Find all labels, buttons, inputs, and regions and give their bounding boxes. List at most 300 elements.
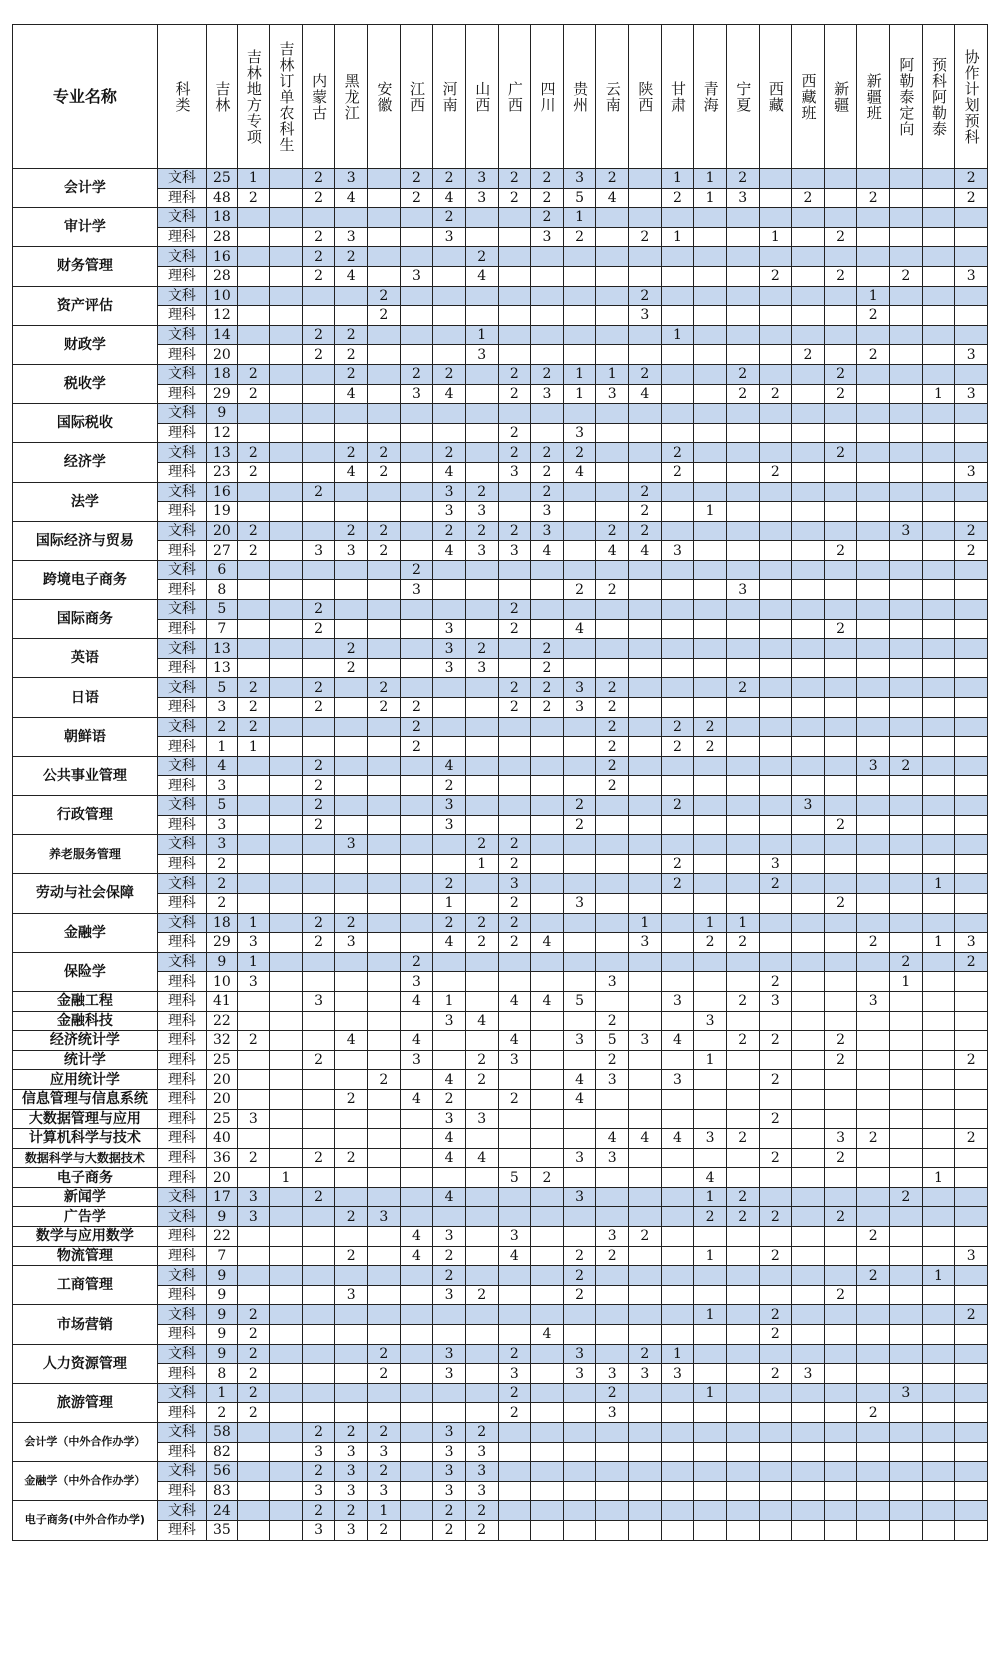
column-header-16: 甘肃 bbox=[661, 25, 694, 169]
quota-cell bbox=[694, 247, 727, 267]
quota-cell bbox=[237, 1089, 270, 1109]
subject-type-cell: 文科 bbox=[157, 1187, 207, 1207]
quota-cell: 2 bbox=[498, 188, 531, 208]
quota-cell bbox=[694, 1403, 727, 1423]
quota-cell bbox=[465, 756, 498, 776]
quota-cell: 2 bbox=[759, 1364, 792, 1384]
quota-cell bbox=[368, 639, 401, 659]
quota-cell: 4 bbox=[433, 933, 466, 953]
table-row bbox=[13, 266, 988, 286]
quota-cell bbox=[694, 639, 727, 659]
quota-cell bbox=[563, 1227, 596, 1247]
quota-cell bbox=[857, 1481, 890, 1501]
quota-cell: 2 bbox=[465, 1070, 498, 1090]
quota-cell bbox=[857, 1383, 890, 1403]
quota-cell: 2 bbox=[531, 208, 564, 228]
quota-cell bbox=[890, 286, 923, 306]
quota-cell: 3 bbox=[726, 188, 759, 208]
quota-cell bbox=[661, 286, 694, 306]
quota-cell bbox=[694, 1227, 727, 1247]
quota-cell bbox=[498, 1423, 531, 1443]
quota-cell bbox=[694, 1109, 727, 1129]
quota-cell: 48 bbox=[207, 188, 237, 208]
subject-type-cell: 理科 bbox=[157, 1148, 207, 1168]
quota-cell: 2 bbox=[237, 541, 270, 561]
quota-cell bbox=[531, 1089, 564, 1109]
quota-cell: 4 bbox=[465, 1148, 498, 1168]
quota-cell bbox=[368, 874, 401, 894]
table-row bbox=[13, 462, 988, 482]
quota-cell: 2 bbox=[661, 854, 694, 874]
table-row bbox=[13, 286, 988, 306]
quota-cell bbox=[792, 1109, 825, 1129]
quota-cell bbox=[726, 325, 759, 345]
quota-cell: 2 bbox=[237, 1344, 270, 1364]
quota-cell bbox=[563, 1109, 596, 1129]
subject-type-cell: 文科 bbox=[157, 325, 207, 345]
quota-cell bbox=[433, 698, 466, 718]
quota-cell bbox=[955, 247, 988, 267]
quota-cell bbox=[922, 1305, 955, 1325]
quota-cell bbox=[694, 1344, 727, 1364]
quota-cell bbox=[270, 247, 303, 267]
quota-cell bbox=[857, 952, 890, 972]
quota-cell bbox=[824, 1246, 857, 1266]
quota-cell bbox=[629, 1285, 662, 1305]
quota-cell bbox=[335, 1109, 368, 1129]
quota-cell: 4 bbox=[498, 991, 531, 1011]
quota-cell: 2 bbox=[237, 698, 270, 718]
quota-cell bbox=[759, 1285, 792, 1305]
quota-cell bbox=[563, 1501, 596, 1521]
quota-cell: 2 bbox=[465, 639, 498, 659]
table-row bbox=[13, 1462, 988, 1482]
quota-cell: 3 bbox=[433, 658, 466, 678]
quota-cell bbox=[563, 1520, 596, 1540]
subject-type-cell: 文科 bbox=[157, 286, 207, 306]
table-row bbox=[13, 1129, 988, 1149]
quota-cell: 2 bbox=[498, 678, 531, 698]
quota-cell bbox=[400, 658, 433, 678]
quota-cell bbox=[694, 384, 727, 404]
quota-cell bbox=[759, 423, 792, 443]
quota-cell bbox=[563, 756, 596, 776]
quota-cell bbox=[368, 1031, 401, 1051]
quota-cell bbox=[661, 698, 694, 718]
quota-cell bbox=[400, 1501, 433, 1521]
quota-cell bbox=[563, 1129, 596, 1149]
quota-cell bbox=[368, 600, 401, 620]
quota-cell bbox=[824, 1070, 857, 1090]
quota-cell bbox=[270, 364, 303, 384]
quota-cell bbox=[596, 502, 629, 522]
quota-cell bbox=[237, 639, 270, 659]
quota-cell: 2 bbox=[368, 462, 401, 482]
quota-cell bbox=[302, 717, 335, 737]
quota-cell bbox=[792, 1011, 825, 1031]
quota-cell bbox=[302, 1364, 335, 1384]
quota-cell bbox=[563, 1207, 596, 1227]
quota-cell: 2 bbox=[302, 913, 335, 933]
quota-cell bbox=[563, 247, 596, 267]
quota-cell bbox=[759, 502, 792, 522]
quota-cell bbox=[596, 952, 629, 972]
quota-cell bbox=[531, 1227, 564, 1247]
quota-cell: 4 bbox=[465, 1011, 498, 1031]
quota-cell bbox=[792, 462, 825, 482]
quota-cell: 13 bbox=[207, 443, 237, 463]
major-name: 国际税收 bbox=[13, 404, 158, 443]
quota-cell bbox=[922, 560, 955, 580]
quota-cell bbox=[237, 580, 270, 600]
quota-cell bbox=[955, 1168, 988, 1188]
quota-cell bbox=[922, 306, 955, 326]
quota-cell: 82 bbox=[207, 1442, 237, 1462]
quota-cell bbox=[400, 913, 433, 933]
quota-cell: 18 bbox=[207, 208, 237, 228]
quota-cell bbox=[922, 600, 955, 620]
quota-cell bbox=[629, 972, 662, 992]
quota-cell bbox=[596, 796, 629, 816]
quota-cell: 1 bbox=[596, 364, 629, 384]
quota-cell bbox=[824, 580, 857, 600]
quota-cell bbox=[237, 1462, 270, 1482]
quota-cell bbox=[237, 658, 270, 678]
quota-cell: 2 bbox=[498, 384, 531, 404]
quota-cell bbox=[629, 815, 662, 835]
quota-cell bbox=[270, 502, 303, 522]
subject-type-cell: 理科 bbox=[157, 1031, 207, 1051]
quota-cell bbox=[531, 952, 564, 972]
column-header-17: 青海 bbox=[694, 25, 727, 169]
subject-type-cell: 文科 bbox=[157, 1383, 207, 1403]
major-name: 金融学（中外合作办学） bbox=[13, 1462, 158, 1501]
quota-cell bbox=[433, 600, 466, 620]
quota-cell: 2 bbox=[726, 1187, 759, 1207]
table-row bbox=[13, 325, 988, 345]
quota-cell bbox=[857, 423, 890, 443]
quota-cell bbox=[922, 443, 955, 463]
quota-cell bbox=[531, 1462, 564, 1482]
quota-cell bbox=[726, 874, 759, 894]
quota-cell bbox=[433, 1403, 466, 1423]
major-name: 朝鲜语 bbox=[13, 717, 158, 756]
quota-cell: 2 bbox=[433, 1089, 466, 1109]
quota-cell bbox=[792, 1246, 825, 1266]
quota-cell bbox=[694, 521, 727, 541]
quota-cell: 3 bbox=[335, 1285, 368, 1305]
quota-cell bbox=[661, 913, 694, 933]
quota-cell bbox=[531, 1109, 564, 1129]
quota-cell bbox=[563, 1011, 596, 1031]
quota-cell: 2 bbox=[400, 698, 433, 718]
quota-cell: 2 bbox=[368, 1070, 401, 1090]
quota-cell bbox=[498, 227, 531, 247]
quota-cell bbox=[596, 325, 629, 345]
quota-cell: 28 bbox=[207, 266, 237, 286]
quota-cell bbox=[531, 1442, 564, 1462]
quota-cell: 3 bbox=[498, 1050, 531, 1070]
quota-cell bbox=[661, 815, 694, 835]
quota-cell bbox=[922, 247, 955, 267]
column-header-23: 阿勒泰定向 bbox=[890, 25, 923, 169]
quota-cell: 2 bbox=[368, 541, 401, 561]
quota-cell bbox=[465, 815, 498, 835]
quota-cell bbox=[857, 678, 890, 698]
quota-cell bbox=[661, 1050, 694, 1070]
quota-cell: 41 bbox=[207, 991, 237, 1011]
quota-cell: 1 bbox=[694, 502, 727, 522]
major-name: 日语 bbox=[13, 678, 158, 717]
quota-cell bbox=[824, 502, 857, 522]
major-name: 保险学 bbox=[13, 952, 158, 991]
quota-cell bbox=[629, 874, 662, 894]
quota-cell bbox=[498, 1520, 531, 1540]
quota-cell: 9 bbox=[207, 1344, 237, 1364]
quota-cell bbox=[922, 1325, 955, 1345]
quota-cell: 18 bbox=[207, 913, 237, 933]
quota-cell bbox=[661, 1481, 694, 1501]
quota-cell bbox=[890, 1481, 923, 1501]
quota-cell: 5 bbox=[207, 600, 237, 620]
quota-cell: 3 bbox=[498, 541, 531, 561]
quota-cell bbox=[759, 1501, 792, 1521]
quota-cell: 2 bbox=[498, 1403, 531, 1423]
quota-cell bbox=[792, 1442, 825, 1462]
quota-cell: 1 bbox=[890, 972, 923, 992]
quota-cell: 2 bbox=[498, 698, 531, 718]
quota-cell bbox=[922, 1285, 955, 1305]
quota-cell bbox=[694, 345, 727, 365]
quota-cell bbox=[694, 443, 727, 463]
table-row bbox=[13, 678, 988, 698]
quota-cell bbox=[596, 1168, 629, 1188]
header-row bbox=[13, 25, 988, 169]
quota-cell bbox=[824, 1109, 857, 1129]
quota-cell bbox=[792, 1383, 825, 1403]
quota-cell bbox=[792, 560, 825, 580]
quota-cell: 1 bbox=[465, 854, 498, 874]
quota-cell bbox=[465, 972, 498, 992]
subject-type-cell: 理科 bbox=[157, 1285, 207, 1305]
quota-cell: 2 bbox=[759, 462, 792, 482]
column-header-9: 河南 bbox=[433, 25, 466, 169]
quota-cell: 3 bbox=[302, 1520, 335, 1540]
table-body bbox=[13, 169, 988, 1541]
subject-type-cell: 理科 bbox=[157, 306, 207, 326]
quota-cell bbox=[792, 580, 825, 600]
quota-cell bbox=[335, 815, 368, 835]
quota-cell bbox=[465, 991, 498, 1011]
quota-cell: 4 bbox=[596, 188, 629, 208]
quota-cell: 1 bbox=[237, 952, 270, 972]
table-row bbox=[13, 384, 988, 404]
quota-cell: 2 bbox=[759, 1305, 792, 1325]
quota-cell bbox=[400, 1442, 433, 1462]
quota-cell bbox=[726, 737, 759, 757]
major-name: 经济统计学 bbox=[13, 1031, 158, 1051]
quota-cell bbox=[955, 1364, 988, 1384]
quota-cell bbox=[270, 913, 303, 933]
enrollment-plan-table bbox=[12, 24, 988, 1541]
quota-cell bbox=[302, 521, 335, 541]
quota-cell bbox=[890, 227, 923, 247]
quota-cell bbox=[498, 1325, 531, 1345]
quota-cell bbox=[694, 619, 727, 639]
quota-cell: 4 bbox=[400, 1246, 433, 1266]
table-row bbox=[13, 737, 988, 757]
quota-cell: 2 bbox=[824, 541, 857, 561]
quota-cell bbox=[922, 698, 955, 718]
quota-cell bbox=[759, 364, 792, 384]
quota-cell bbox=[922, 952, 955, 972]
quota-cell bbox=[237, 227, 270, 247]
quota-cell bbox=[824, 1364, 857, 1384]
table-row bbox=[13, 1442, 988, 1462]
quota-cell bbox=[270, 404, 303, 424]
quota-cell: 1 bbox=[661, 325, 694, 345]
quota-cell bbox=[922, 541, 955, 561]
subject-type-cell: 理科 bbox=[157, 1325, 207, 1345]
quota-cell bbox=[302, 1070, 335, 1090]
quota-cell bbox=[726, 1364, 759, 1384]
quota-cell bbox=[922, 1070, 955, 1090]
quota-cell bbox=[368, 893, 401, 913]
quota-cell bbox=[629, 580, 662, 600]
quota-cell bbox=[890, 462, 923, 482]
quota-cell bbox=[270, 1187, 303, 1207]
quota-cell bbox=[629, 266, 662, 286]
quota-cell bbox=[792, 443, 825, 463]
quota-cell: 3 bbox=[433, 1344, 466, 1364]
quota-cell bbox=[661, 1227, 694, 1247]
quota-cell: 4 bbox=[694, 1168, 727, 1188]
subject-type-cell: 理科 bbox=[157, 1403, 207, 1423]
quota-cell: 12 bbox=[207, 306, 237, 326]
quota-cell bbox=[433, 1031, 466, 1051]
table-row bbox=[13, 835, 988, 855]
quota-cell bbox=[302, 874, 335, 894]
quota-cell bbox=[335, 619, 368, 639]
quota-cell bbox=[237, 1442, 270, 1462]
quota-cell bbox=[694, 1423, 727, 1443]
quota-cell bbox=[629, 1520, 662, 1540]
quota-cell: 2 bbox=[465, 913, 498, 933]
quota-cell bbox=[955, 776, 988, 796]
quota-cell bbox=[270, 1481, 303, 1501]
quota-cell bbox=[792, 639, 825, 659]
quota-cell bbox=[335, 482, 368, 502]
quota-cell bbox=[465, 404, 498, 424]
quota-cell bbox=[335, 600, 368, 620]
quota-cell bbox=[465, 600, 498, 620]
quota-cell bbox=[955, 835, 988, 855]
quota-cell bbox=[531, 796, 564, 816]
quota-cell: 2 bbox=[661, 462, 694, 482]
quota-cell bbox=[661, 835, 694, 855]
quota-cell bbox=[335, 1383, 368, 1403]
quota-cell bbox=[335, 972, 368, 992]
quota-cell: 10 bbox=[207, 286, 237, 306]
major-name: 金融学 bbox=[13, 913, 158, 952]
quota-cell bbox=[531, 325, 564, 345]
quota-cell: 5 bbox=[596, 1031, 629, 1051]
quota-cell: 2 bbox=[335, 521, 368, 541]
quota-cell bbox=[890, 423, 923, 443]
quota-cell bbox=[726, 1423, 759, 1443]
quota-cell: 2 bbox=[563, 1246, 596, 1266]
subject-type-cell: 理科 bbox=[157, 658, 207, 678]
quota-cell bbox=[596, 423, 629, 443]
quota-cell bbox=[792, 1423, 825, 1443]
quota-cell: 2 bbox=[531, 1168, 564, 1188]
quota-cell: 2 bbox=[302, 266, 335, 286]
quota-cell: 3 bbox=[433, 502, 466, 522]
quota-cell bbox=[531, 1501, 564, 1521]
quota-cell bbox=[759, 208, 792, 228]
quota-cell bbox=[922, 208, 955, 228]
quota-cell bbox=[955, 658, 988, 678]
quota-cell bbox=[955, 560, 988, 580]
quota-cell: 3 bbox=[824, 1129, 857, 1149]
quota-cell: 3 bbox=[335, 1442, 368, 1462]
quota-cell bbox=[857, 796, 890, 816]
quota-cell: 2 bbox=[531, 658, 564, 678]
quota-cell bbox=[465, 462, 498, 482]
quota-cell bbox=[824, 423, 857, 443]
quota-cell bbox=[531, 423, 564, 443]
quota-cell: 2 bbox=[237, 678, 270, 698]
quota-cell: 4 bbox=[531, 933, 564, 953]
quota-cell bbox=[792, 737, 825, 757]
quota-cell bbox=[465, 952, 498, 972]
quota-cell bbox=[368, 1403, 401, 1423]
quota-cell bbox=[890, 247, 923, 267]
quota-cell bbox=[694, 1462, 727, 1482]
quota-cell: 2 bbox=[629, 227, 662, 247]
quota-cell: 2 bbox=[759, 1031, 792, 1051]
quota-cell: 2 bbox=[955, 169, 988, 189]
quota-cell: 56 bbox=[207, 1462, 237, 1482]
quota-cell: 2 bbox=[955, 541, 988, 561]
quota-cell: 2 bbox=[759, 1207, 792, 1227]
quota-cell bbox=[335, 423, 368, 443]
quota-cell bbox=[368, 580, 401, 600]
quota-cell bbox=[759, 1089, 792, 1109]
quota-cell: 2 bbox=[498, 1383, 531, 1403]
column-header-11: 广西 bbox=[498, 25, 531, 169]
quota-cell bbox=[857, 1031, 890, 1051]
quota-cell: 36 bbox=[207, 1148, 237, 1168]
quota-cell bbox=[531, 1129, 564, 1149]
quota-cell: 4 bbox=[629, 541, 662, 561]
quota-cell: 17 bbox=[207, 1187, 237, 1207]
quota-cell bbox=[726, 1344, 759, 1364]
quota-cell: 3 bbox=[465, 1109, 498, 1129]
quota-cell bbox=[922, 1344, 955, 1364]
subject-type-cell: 文科 bbox=[157, 678, 207, 698]
quota-cell bbox=[335, 1266, 368, 1286]
quota-cell bbox=[531, 1481, 564, 1501]
quota-cell bbox=[629, 1148, 662, 1168]
quota-cell bbox=[433, 580, 466, 600]
quota-cell: 2 bbox=[465, 1050, 498, 1070]
quota-cell: 2 bbox=[433, 1246, 466, 1266]
quota-cell: 2 bbox=[759, 1109, 792, 1129]
quota-cell bbox=[270, 933, 303, 953]
quota-cell bbox=[661, 482, 694, 502]
quota-cell bbox=[824, 345, 857, 365]
